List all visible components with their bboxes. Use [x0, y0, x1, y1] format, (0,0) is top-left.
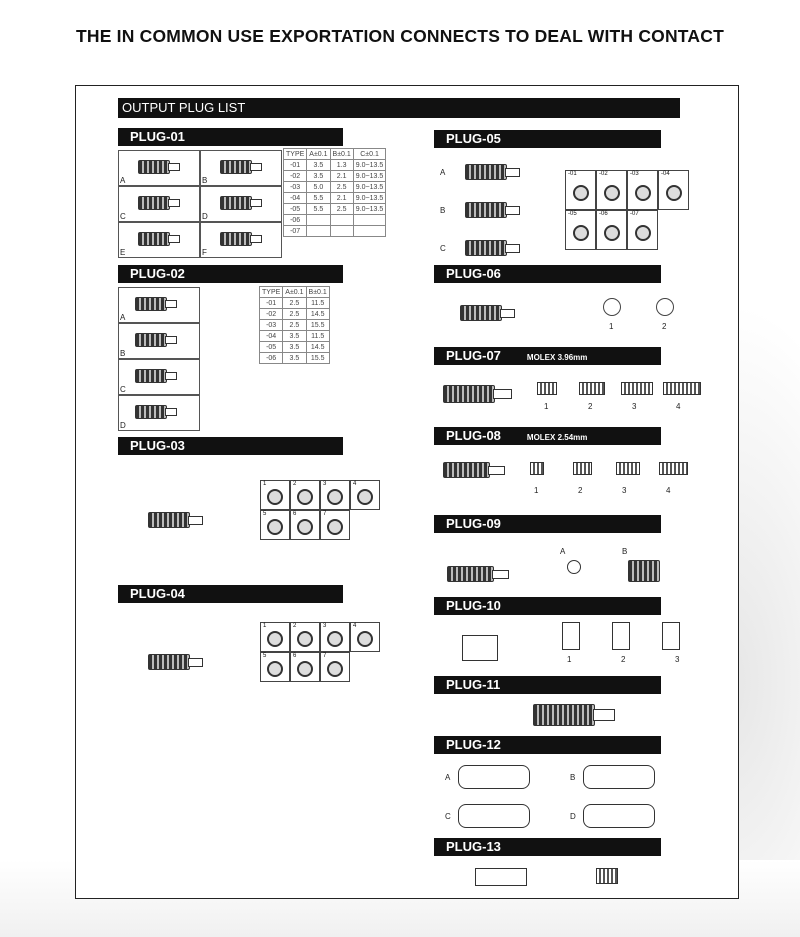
variant-letter: B	[440, 206, 446, 215]
table-cell: 5.5	[307, 193, 330, 204]
plug-tip	[165, 372, 177, 380]
pin-circle	[267, 661, 283, 677]
variant-letter: B	[120, 349, 126, 358]
table-cell: 9.0~13.5	[353, 160, 385, 171]
plug-tip	[165, 408, 177, 416]
pin-diagram	[260, 652, 290, 682]
molex-connector	[537, 382, 557, 395]
plug-tip	[500, 309, 515, 318]
table-cell: 2.5	[283, 309, 306, 320]
pin-number: 7	[323, 511, 327, 517]
pin-diagram	[627, 170, 658, 210]
pin-number: 4	[353, 623, 357, 629]
pin-circle	[297, 631, 313, 647]
table-cell: 2.5	[283, 320, 306, 331]
pin-diagram	[658, 170, 689, 210]
molex-connector	[573, 462, 592, 475]
plug-01-header: PLUG-01	[118, 128, 343, 146]
plug-tip	[188, 658, 203, 667]
plug-tip	[165, 300, 177, 308]
molex-connector	[530, 462, 544, 475]
table-cell: 5.0	[307, 182, 330, 193]
table-cell	[307, 226, 330, 237]
table-row	[284, 204, 386, 215]
plug-tip	[505, 168, 520, 177]
pin-number: 3	[323, 623, 327, 629]
pin-circle	[604, 185, 620, 201]
pin-number: -03	[630, 171, 639, 177]
plug-05-header: PLUG-05	[434, 130, 661, 148]
variant-letter: C	[120, 212, 126, 221]
pin-number: 2	[293, 623, 297, 629]
pin-diagram	[290, 652, 320, 682]
table-row	[260, 331, 330, 342]
plug-tip	[168, 199, 180, 207]
pin-number: -01	[568, 171, 577, 177]
rj-plug-drawing	[462, 635, 498, 661]
plug-drawing	[138, 232, 170, 246]
table-cell: 11.5	[306, 298, 329, 309]
pin-circle	[327, 661, 343, 677]
variant-letter: C	[440, 244, 446, 253]
variant-letter: F	[202, 248, 207, 257]
pin-diagram	[290, 510, 320, 540]
column-header: B±0.1	[330, 149, 353, 160]
table-cell: 11.5	[306, 331, 329, 342]
plug-tip	[593, 709, 615, 721]
variant-letter: A	[120, 176, 126, 185]
plug-drawing	[460, 305, 502, 321]
plug-13-header: PLUG-13	[434, 838, 661, 856]
table-cell: 3.5	[283, 331, 306, 342]
pin-circle	[604, 225, 620, 241]
car-plug-drawing	[583, 765, 655, 789]
table-cell: 1.3	[330, 160, 353, 171]
plug-tip	[505, 206, 520, 215]
table-cell: 15.5	[306, 353, 329, 364]
molex-connector	[663, 382, 701, 395]
pin-diagram	[565, 170, 596, 210]
variant-letter: C	[120, 385, 126, 394]
column-header: A±0.1	[283, 287, 306, 298]
pin-number: 5	[263, 653, 267, 659]
pin-number: 1	[609, 322, 614, 331]
pin-number: 4	[353, 481, 357, 487]
pin-circle	[666, 185, 682, 201]
plug-02-header: PLUG-02	[118, 265, 343, 283]
table-header-row	[284, 149, 386, 160]
table-cell: -06	[260, 353, 283, 364]
pin-circle	[297, 519, 313, 535]
variant-letter: D	[120, 421, 126, 430]
plug-07-subtitle: MOLEX 3.96mm	[526, 353, 588, 362]
table-cell: 15.5	[306, 320, 329, 331]
table-cell: 9.0~13.5	[353, 204, 385, 215]
column-header: TYPE	[284, 149, 307, 160]
plug-09-a-drawing	[567, 560, 581, 574]
table-cell: -02	[260, 309, 283, 320]
pin-circle	[267, 489, 283, 505]
pin-diagram	[627, 210, 658, 250]
plug-12-header: PLUG-12	[434, 736, 661, 754]
table-row	[260, 298, 330, 309]
molex-connector	[621, 382, 653, 395]
connector-number: 2	[588, 402, 593, 411]
pin-diagram	[350, 480, 380, 510]
plug-drawing	[533, 704, 595, 726]
pin-circle	[573, 225, 589, 241]
plug-13-drawing	[475, 868, 527, 886]
plug-tip	[250, 235, 262, 243]
pin-number: -07	[630, 211, 639, 217]
plug-13-connector	[596, 868, 618, 884]
table-row	[260, 309, 330, 320]
plug-drawing	[465, 240, 507, 256]
rj-connector	[612, 622, 630, 650]
plug-07-header	[434, 347, 661, 365]
page-title: THE IN COMMON USE EXPORTATION CONNECTS TO DEAL WITH CONTACT	[76, 26, 724, 46]
pin-diagram	[260, 510, 290, 540]
table-cell: 2.1	[330, 193, 353, 204]
table-cell: 14.5	[306, 309, 329, 320]
table-cell: 9.0~13.5	[353, 182, 385, 193]
plug-09-header: PLUG-09	[434, 515, 661, 533]
plug-tip	[250, 199, 262, 207]
variant-letter: E	[120, 248, 126, 257]
variant-letter: B	[570, 773, 576, 782]
connector-number: 2	[621, 655, 626, 664]
plug-drawing	[443, 462, 490, 478]
plug-drawing	[135, 297, 167, 311]
column-header: TYPE	[260, 287, 283, 298]
table-cell: 3.5	[283, 342, 306, 353]
table-cell: 2.5	[330, 182, 353, 193]
table-cell: -03	[284, 182, 307, 193]
column-header: C±0.1	[353, 149, 385, 160]
table-row	[284, 160, 386, 171]
table-row	[260, 320, 330, 331]
variant-letter: A	[440, 168, 446, 177]
car-plug-drawing	[583, 804, 655, 828]
molex-connector	[616, 462, 640, 475]
table-row	[284, 215, 386, 226]
pin-diagram	[320, 622, 350, 652]
pin-circle	[327, 631, 343, 647]
table-cell: 5.5	[307, 204, 330, 215]
table-row	[284, 226, 386, 237]
plug-08-header	[434, 427, 661, 445]
table-cell: -05	[260, 342, 283, 353]
table-cell: 3.5	[307, 160, 330, 171]
plug-tip	[492, 570, 509, 579]
mini-din-icon	[656, 298, 674, 316]
pin-number: 7	[323, 653, 327, 659]
plug-01-spec-table	[283, 148, 386, 237]
pin-number: 2	[662, 322, 667, 331]
pin-diagram	[290, 622, 320, 652]
plug-tip	[493, 389, 512, 399]
pin-number: 3	[323, 481, 327, 487]
pin-circle	[267, 631, 283, 647]
table-cell	[353, 226, 385, 237]
plug-drawing	[465, 202, 507, 218]
pin-diagram	[596, 210, 627, 250]
pin-number: 2	[293, 481, 297, 487]
pin-circle	[327, 519, 343, 535]
plug-04-header: PLUG-04	[118, 585, 343, 603]
table-cell	[330, 226, 353, 237]
plug-drawing	[220, 160, 252, 174]
pin-circle	[327, 489, 343, 505]
variant-letter: A	[120, 313, 126, 322]
table-cell: 2.5	[283, 298, 306, 309]
table-cell: 3.5	[283, 353, 306, 364]
plug-tip	[168, 235, 180, 243]
plug-drawing	[443, 385, 495, 403]
connector-number: 4	[666, 486, 671, 495]
pin-number: 6	[293, 653, 297, 659]
molex-connector	[579, 382, 605, 395]
table-cell: -04	[284, 193, 307, 204]
plug-08-subtitle: MOLEX 2.54mm	[526, 433, 588, 442]
table-cell: -04	[260, 331, 283, 342]
plug-drawing	[135, 369, 167, 383]
table-cell: -03	[260, 320, 283, 331]
plug-tip	[488, 466, 505, 475]
table-cell: 14.5	[306, 342, 329, 353]
table-cell: -01	[260, 298, 283, 309]
connector-number: 1	[544, 402, 549, 411]
pin-diagram	[260, 480, 290, 510]
plug-tip	[168, 163, 180, 171]
pin-circle	[357, 631, 373, 647]
pin-circle	[635, 225, 651, 241]
plug-drawing	[220, 232, 252, 246]
molex-connector	[659, 462, 688, 475]
variant-letter: D	[570, 812, 576, 821]
plug-11-header: PLUG-11	[434, 676, 661, 694]
rj-connector	[662, 622, 680, 650]
variant-letter: A	[560, 547, 566, 556]
connector-number: 3	[632, 402, 637, 411]
connector-number: 2	[578, 486, 583, 495]
column-header: A±0.1	[307, 149, 330, 160]
pin-number: -02	[599, 171, 608, 177]
plug-drawing	[138, 196, 170, 210]
table-cell	[330, 215, 353, 226]
pin-diagram	[350, 622, 380, 652]
variant-letter: D	[202, 212, 208, 221]
plug-drawing	[138, 160, 170, 174]
table-row	[284, 193, 386, 204]
table-cell: -01	[284, 160, 307, 171]
plug-10-header: PLUG-10	[434, 597, 661, 615]
plug-tip	[188, 516, 203, 525]
plug-drawing	[220, 196, 252, 210]
pin-number: 6	[293, 511, 297, 517]
pin-diagram	[260, 622, 290, 652]
table-cell: 9.0~13.5	[353, 171, 385, 182]
car-plug-drawing	[458, 804, 530, 828]
plug-07-label: PLUG-07	[446, 348, 501, 363]
pin-diagram	[320, 510, 350, 540]
plug-drawing	[148, 654, 190, 670]
car-plug-drawing	[458, 765, 530, 789]
table-cell	[307, 215, 330, 226]
pin-number: 1	[263, 481, 267, 487]
variant-letter: B	[622, 547, 628, 556]
variant-letter: C	[445, 812, 451, 821]
rj-connector	[562, 622, 580, 650]
pin-diagram	[290, 480, 320, 510]
connector-number: 3	[675, 655, 680, 664]
plug-drawing	[135, 405, 167, 419]
plug-02-spec-table	[259, 286, 330, 364]
table-cell: -02	[284, 171, 307, 182]
pin-circle	[297, 661, 313, 677]
plug-drawing	[447, 566, 494, 582]
pin-number: 5	[263, 511, 267, 517]
pin-circle	[297, 489, 313, 505]
plug-drawing	[148, 512, 190, 528]
plug-tip	[250, 163, 262, 171]
pin-circle	[573, 185, 589, 201]
table-cell: 2.5	[330, 204, 353, 215]
column-header: B±0.1	[306, 287, 329, 298]
connector-number: 4	[676, 402, 681, 411]
pin-circle	[357, 489, 373, 505]
table-row	[260, 342, 330, 353]
table-row	[284, 171, 386, 182]
table-cell: -07	[284, 226, 307, 237]
plug-drawing	[465, 164, 507, 180]
table-cell: -05	[284, 204, 307, 215]
table-row	[284, 182, 386, 193]
plug-03-header: PLUG-03	[118, 437, 343, 455]
table-row	[260, 353, 330, 364]
pin-number: -05	[568, 211, 577, 217]
table-cell: 2.1	[330, 171, 353, 182]
pin-number: -06	[599, 211, 608, 217]
connector-number: 1	[567, 655, 572, 664]
plug-09-b-drawing	[628, 560, 660, 582]
table-header-row	[260, 287, 330, 298]
table-cell: -06	[284, 215, 307, 226]
plug-06-header: PLUG-06	[434, 265, 661, 283]
pin-number: 1	[263, 623, 267, 629]
pin-circle	[267, 519, 283, 535]
plug-drawing	[135, 333, 167, 347]
pin-diagram	[320, 652, 350, 682]
pin-circle	[635, 185, 651, 201]
pin-diagram	[320, 480, 350, 510]
mini-din-icon	[603, 298, 621, 316]
table-cell: 3.5	[307, 171, 330, 182]
variant-letter: A	[445, 773, 451, 782]
table-cell: 9.0~13.5	[353, 193, 385, 204]
connector-number: 3	[622, 486, 627, 495]
pin-diagram	[596, 170, 627, 210]
plug-tip	[505, 244, 520, 253]
table-cell	[353, 215, 385, 226]
plug-tip	[165, 336, 177, 344]
pin-number: -04	[661, 171, 670, 177]
plug-08-label: PLUG-08	[446, 428, 501, 443]
connector-number: 1	[534, 486, 539, 495]
variant-letter: B	[202, 176, 208, 185]
pin-diagram	[565, 210, 596, 250]
list-title: OUTPUT PLUG LIST	[118, 98, 680, 118]
